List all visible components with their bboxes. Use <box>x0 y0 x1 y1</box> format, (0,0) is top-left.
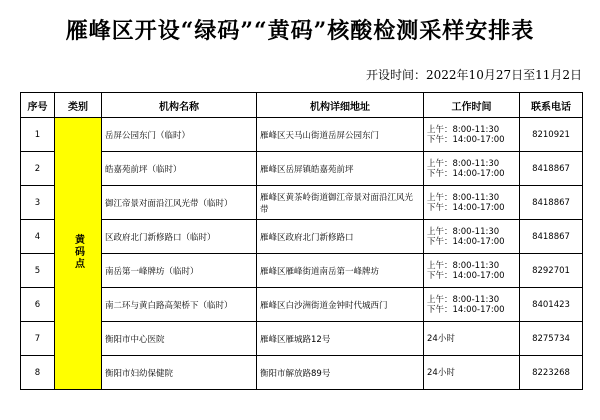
hours-line: 下午：14:00-17:00 <box>427 304 505 315</box>
row-index: 5 <box>21 254 55 288</box>
page-title: 雁峰区开设“绿码”“黄码”核酸检测采样安排表 <box>65 18 535 44</box>
hours-line: 24小时 <box>427 367 455 378</box>
header-index: 序号 <box>21 93 55 118</box>
row-index: 7 <box>21 322 55 356</box>
hours-line: 上午：8:00-11:30 <box>427 158 500 169</box>
row-address: 雁峰区岳屏镇皓嘉苑前坪 <box>257 152 424 186</box>
row-name: 皓嘉苑前坪（临时） <box>102 152 257 186</box>
row-phone: 8275734 <box>520 322 583 356</box>
row-name: 衡阳市妇幼保健院 <box>102 356 257 390</box>
header-phone: 联系电话 <box>520 93 583 118</box>
row-hours <box>424 356 520 390</box>
row-index: 1 <box>21 118 55 152</box>
row-hours <box>424 322 520 356</box>
row-phone: 8401423 <box>520 288 583 322</box>
header-address: 机构详细地址 <box>257 93 424 118</box>
row-name: 区政府北门新修路口（临时） <box>102 220 257 254</box>
table-row <box>21 186 583 220</box>
header-row <box>21 93 583 118</box>
row-address: 雁峰区黄茶岭街道御江帝景对面沿江风光带 <box>257 186 424 220</box>
row-phone: 8223268 <box>520 356 583 390</box>
row-index: 3 <box>21 186 55 220</box>
row-name: 御江帝景对面沿江风光带（临时） <box>102 186 257 220</box>
row-hours <box>424 220 520 254</box>
hours-line: 下午：14:00-17:00 <box>427 202 505 213</box>
row-address: 衡阳市解放路89号 <box>257 356 424 390</box>
row-hours <box>424 118 520 152</box>
hours-line: 上午：8:00-11:30 <box>427 294 500 305</box>
row-phone: 8210921 <box>520 118 583 152</box>
row-address: 雁峰区天马山街道岳屏公园东门 <box>257 118 424 152</box>
table-row <box>21 356 583 390</box>
table-row <box>21 152 583 186</box>
row-hours <box>424 186 520 220</box>
header-category: 类别 <box>55 93 102 118</box>
row-index: 2 <box>21 152 55 186</box>
hours-line: 下午：14:00-17:00 <box>427 134 505 145</box>
header-hours: 工作时间 <box>424 93 520 118</box>
row-address: 雁峰区白沙洲街道金钟时代城西门 <box>257 288 424 322</box>
row-hours <box>424 152 520 186</box>
hours-line: 24小时 <box>427 333 455 344</box>
row-name: 南岳第一峰牌坊（临时） <box>102 254 257 288</box>
row-phone: 8418867 <box>520 220 583 254</box>
header-name: 机构名称 <box>102 93 257 118</box>
category-label: 黄码点 <box>72 234 84 270</box>
hours-line: 下午：14:00-17:00 <box>427 270 505 281</box>
row-hours <box>424 254 520 288</box>
row-index: 8 <box>21 356 55 390</box>
hours-line: 上午：8:00-11:30 <box>427 226 500 237</box>
table-row <box>21 118 583 152</box>
category-cell <box>55 118 102 390</box>
table-body <box>21 118 583 390</box>
open-time-line: 开设时间：2022年10月27日至11月2日 <box>366 68 582 82</box>
table-row <box>21 322 583 356</box>
hours-line: 下午：14:00-17:00 <box>427 168 505 179</box>
row-index: 4 <box>21 220 55 254</box>
table-row <box>21 288 583 322</box>
row-name: 岳屏公园东门（临时） <box>102 118 257 152</box>
row-hours <box>424 288 520 322</box>
table-row <box>21 254 583 288</box>
schedule-table <box>20 92 583 390</box>
row-phone: 8418867 <box>520 152 583 186</box>
row-name: 南二环与黄白路高架桥下（临时） <box>102 288 257 322</box>
row-name: 衡阳市中心医院 <box>102 322 257 356</box>
row-address: 雁峰区雁峰街道南岳第一峰牌坊 <box>257 254 424 288</box>
row-index: 6 <box>21 288 55 322</box>
row-address: 雁峰区政府北门新修路口 <box>257 220 424 254</box>
table-row <box>21 220 583 254</box>
row-address: 雁峰区雁城路12号 <box>257 322 424 356</box>
row-phone: 8418867 <box>520 186 583 220</box>
row-phone: 8292701 <box>520 254 583 288</box>
hours-line: 上午：8:00-11:30 <box>427 124 500 135</box>
hours-line: 上午：8:00-11:30 <box>427 260 500 271</box>
hours-line: 上午：8:00-11:30 <box>427 192 500 203</box>
hours-line: 下午：14:00-17:00 <box>427 236 505 247</box>
